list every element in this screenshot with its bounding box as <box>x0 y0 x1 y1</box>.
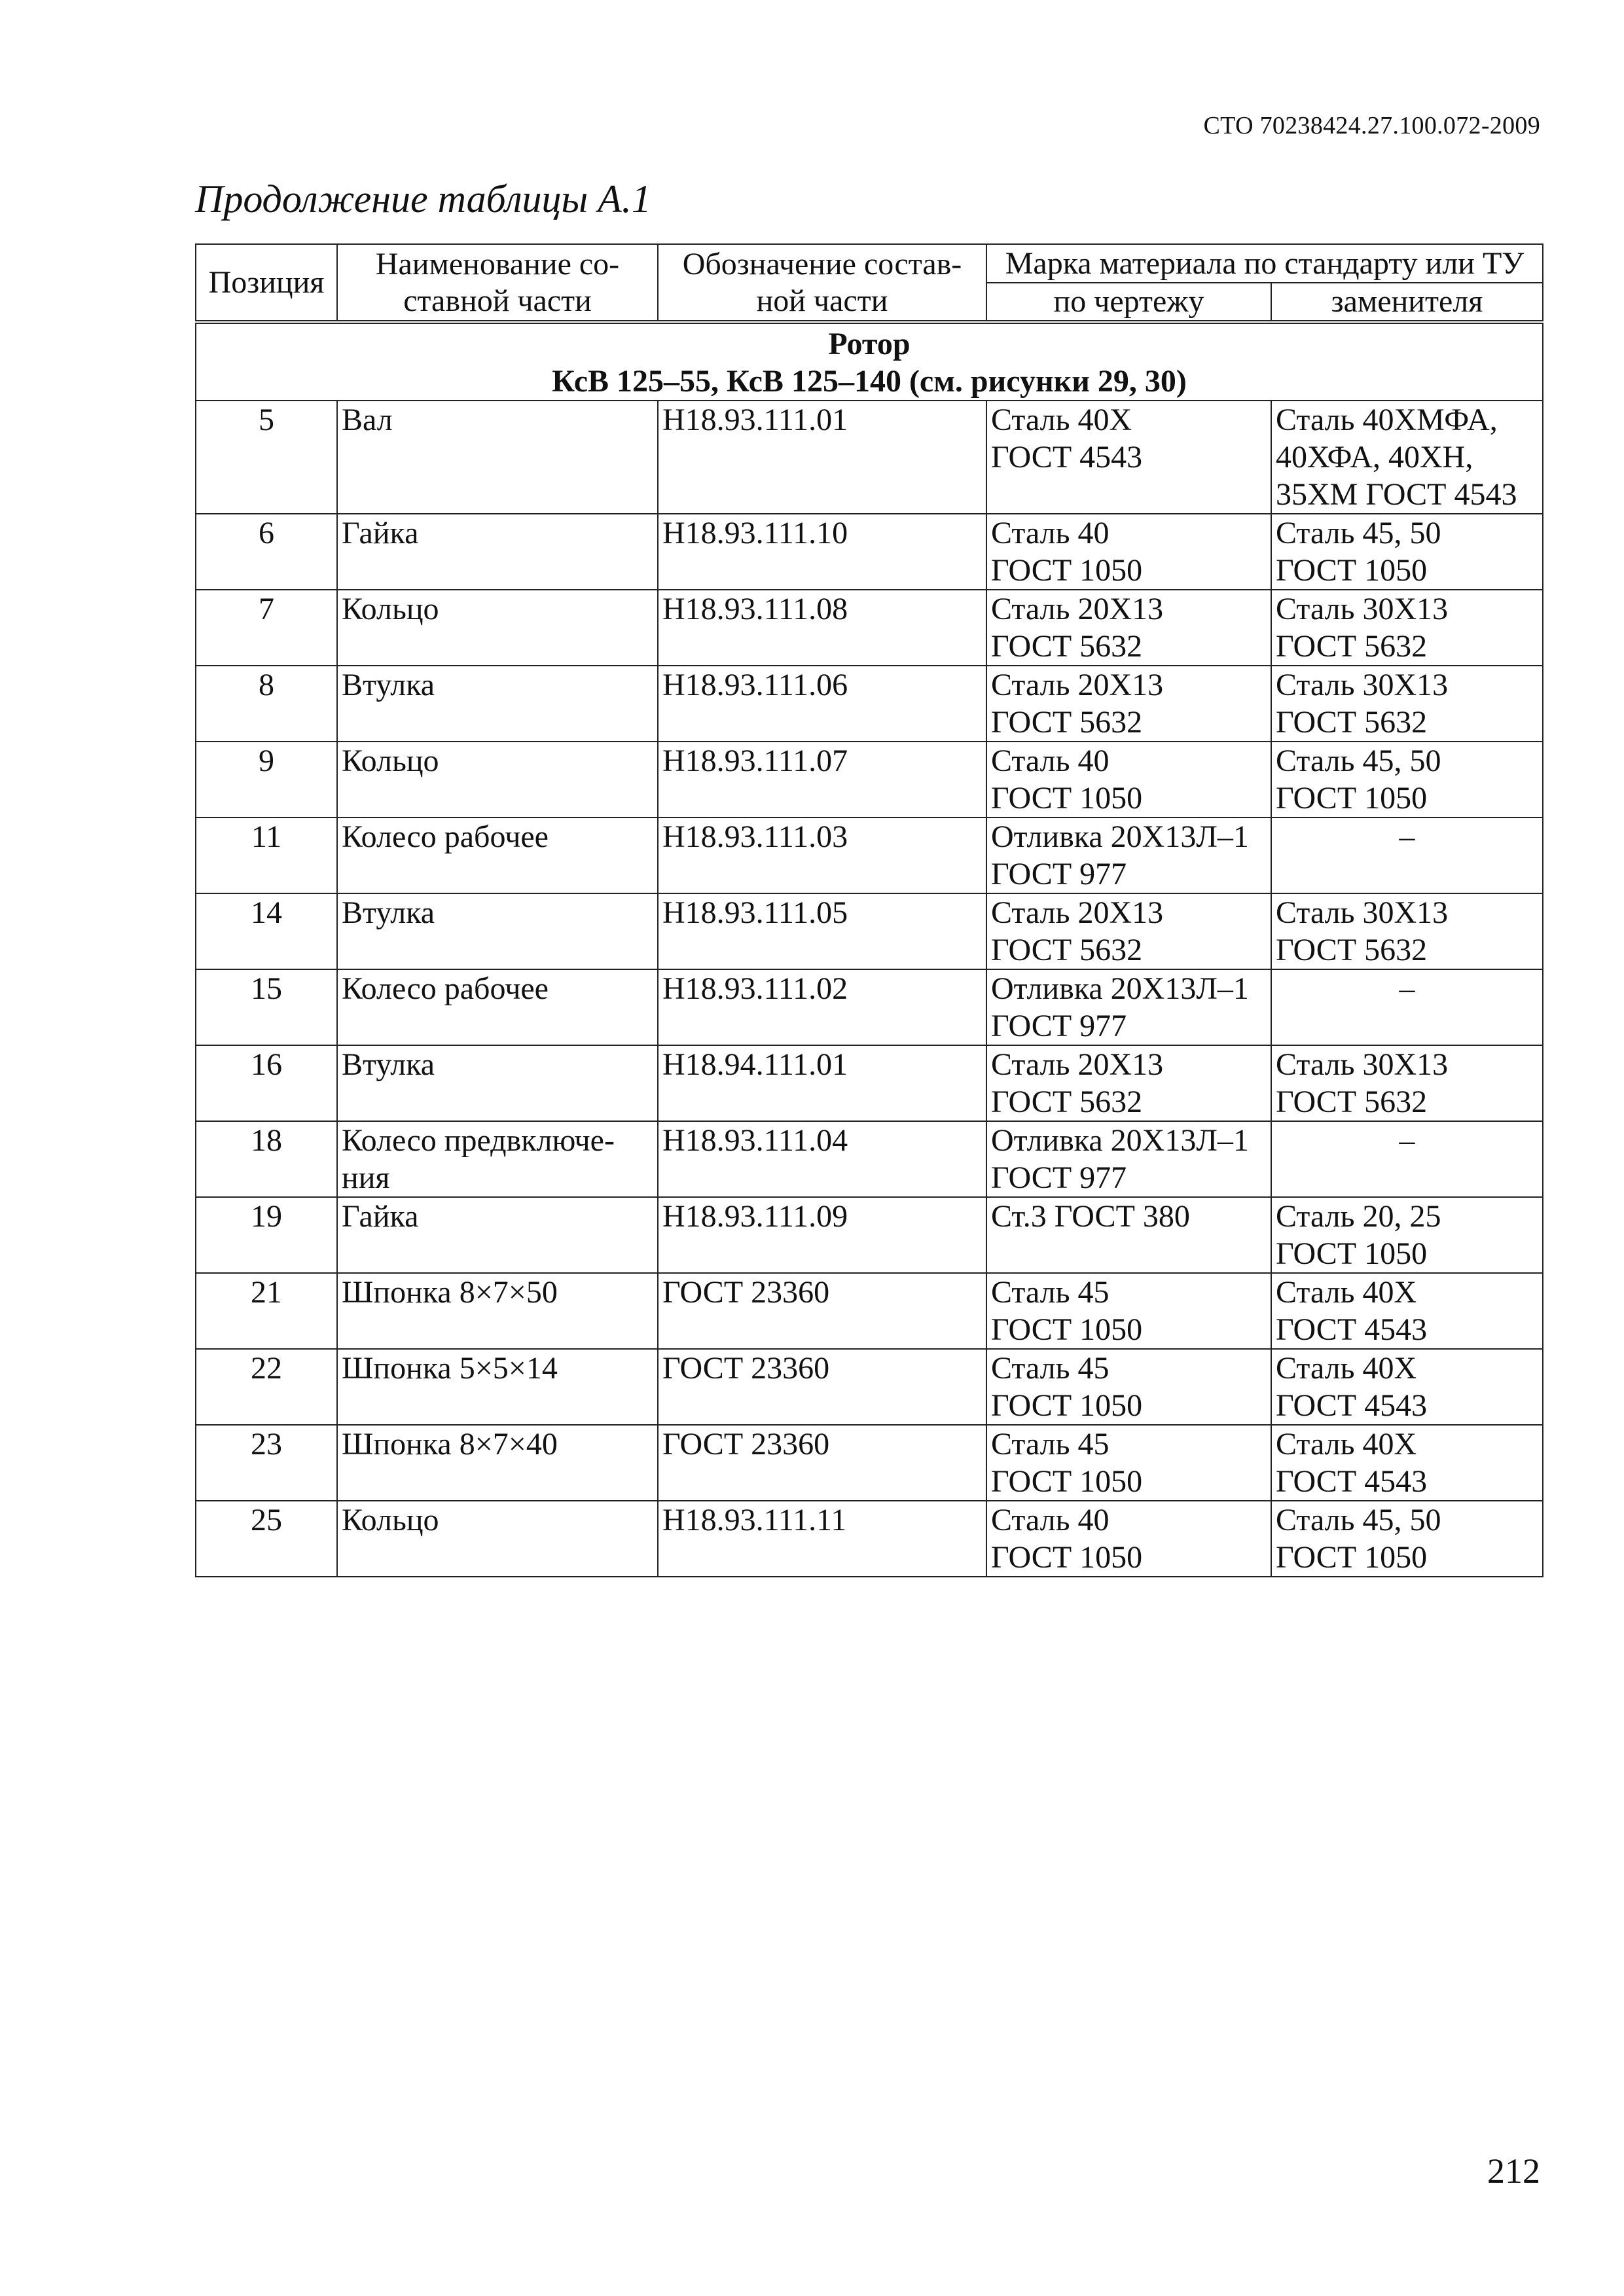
cell-name <box>337 1197 658 1273</box>
cell-material-line: ГОСТ 1050 <box>991 1388 1143 1423</box>
cell-name-line: ния <box>342 1160 390 1195</box>
cell-material-line: ГОСТ 1050 <box>991 1312 1143 1347</box>
cell-designation: Н18.93.111.05 <box>658 893 986 969</box>
cell-substitute-line: Сталь 45, 50 <box>1276 516 1441 550</box>
group-title: Ротор <box>828 327 911 361</box>
cell-substitute <box>1271 401 1543 514</box>
cell-substitute <box>1271 590 1543 666</box>
cell-material-line: Сталь 40 <box>991 1503 1110 1537</box>
cell-name <box>337 401 658 514</box>
col-header-name-line-2: ставной части <box>403 283 592 318</box>
cell-substitute-line: Сталь 30Х13 <box>1276 592 1449 626</box>
cell-name <box>337 1501 658 1577</box>
cell-position: 15 <box>196 969 337 1045</box>
cell-material-line: Сталь 40 <box>991 744 1110 778</box>
cell-name-line: Колесо рабочее <box>342 819 549 854</box>
cell-material <box>986 1273 1271 1349</box>
cell-name-line: Втулка <box>342 895 435 930</box>
cell-position: 19 <box>196 1197 337 1273</box>
cell-substitute <box>1271 1121 1543 1197</box>
cell-substitute-line: ГОСТ 5632 <box>1276 1085 1428 1119</box>
cell-material-line: Сталь 20Х13 <box>991 592 1164 626</box>
cell-substitute-line: ГОСТ 5632 <box>1276 933 1428 967</box>
cell-designation: ГОСТ 23360 <box>658 1349 986 1425</box>
cell-material-line: ГОСТ 5632 <box>991 1085 1143 1119</box>
cell-material-line: ГОСТ 5632 <box>991 705 1143 740</box>
table-body <box>196 401 1543 1577</box>
cell-name <box>337 1045 658 1121</box>
cell-material-line: Сталь 45 <box>991 1351 1110 1386</box>
page-number: 212 <box>1487 2151 1540 2191</box>
cell-designation: Н18.94.111.01 <box>658 1045 986 1121</box>
group-subtitle: КсВ 125–55, КсВ 125–140 (см. рисунки 29, 30) <box>552 364 1187 399</box>
cell-material-line: Сталь 40Х <box>991 403 1132 437</box>
cell-substitute <box>1271 666 1543 742</box>
cell-material <box>986 1349 1271 1425</box>
table-row <box>196 514 1543 590</box>
cell-name-line: Гайка <box>342 1199 419 1234</box>
cell-position: 16 <box>196 1045 337 1121</box>
cell-position: 25 <box>196 1501 337 1577</box>
cell-name-line: Вал <box>342 403 393 437</box>
cell-material-line: ГОСТ 1050 <box>991 1540 1143 1575</box>
cell-material <box>986 590 1271 666</box>
cell-material <box>986 1501 1271 1577</box>
cell-name-line: Гайка <box>342 516 419 550</box>
cell-substitute-line: ГОСТ 1050 <box>1276 781 1428 816</box>
table-row <box>196 590 1543 666</box>
cell-position: 18 <box>196 1121 337 1197</box>
cell-name <box>337 1273 658 1349</box>
cell-material <box>986 1425 1271 1501</box>
cell-position: 5 <box>196 401 337 514</box>
cell-substitute-line: ГОСТ 4543 <box>1276 1464 1428 1499</box>
cell-material-line: Отливка 20Х13Л–1 <box>991 1123 1249 1158</box>
cell-substitute-line: Сталь 40Х <box>1276 1351 1417 1386</box>
table-header <box>196 244 1543 322</box>
cell-position: 23 <box>196 1425 337 1501</box>
cell-name <box>337 893 658 969</box>
cell-position: 11 <box>196 817 337 893</box>
cell-name-line: Колесо рабочее <box>342 971 549 1006</box>
col-header-position: Позиция <box>196 244 337 322</box>
cell-name <box>337 1425 658 1501</box>
cell-substitute-line: ГОСТ 1050 <box>1276 1236 1428 1271</box>
cell-name-line: Втулка <box>342 668 435 702</box>
cell-designation: Н18.93.111.04 <box>658 1121 986 1197</box>
cell-material-line: ГОСТ 1050 <box>991 781 1143 816</box>
cell-substitute-line: ГОСТ 5632 <box>1276 705 1428 740</box>
cell-material <box>986 1197 1271 1273</box>
table-row <box>196 1349 1543 1425</box>
cell-substitute <box>1271 514 1543 590</box>
cell-material-line: Сталь 45 <box>991 1427 1110 1462</box>
col-header-material-group: Марка материала по стандарту или ТУ <box>986 244 1543 283</box>
cell-material <box>986 817 1271 893</box>
col-header-designation-line-2: ной части <box>756 283 888 318</box>
table-row <box>196 1045 1543 1121</box>
group-header-cell <box>196 322 1543 401</box>
cell-designation: Н18.93.111.08 <box>658 590 986 666</box>
group-header-row <box>196 322 1543 401</box>
cell-material-line: ГОСТ 1050 <box>991 553 1143 588</box>
cell-name <box>337 666 658 742</box>
col-header-name <box>337 244 658 322</box>
cell-substitute-line: – <box>1399 819 1415 854</box>
cell-designation: ГОСТ 23360 <box>658 1425 986 1501</box>
cell-substitute-line: Сталь 30Х13 <box>1276 1047 1449 1082</box>
table-row <box>196 1197 1543 1273</box>
cell-designation: ГОСТ 23360 <box>658 1273 986 1349</box>
cell-material-line: ГОСТ 4543 <box>991 440 1143 475</box>
cell-substitute-line: Сталь 20, 25 <box>1276 1199 1441 1234</box>
cell-substitute-line: ГОСТ 4543 <box>1276 1312 1428 1347</box>
cell-substitute-line: Сталь 45, 50 <box>1276 744 1441 778</box>
cell-material-line: Сталь 20Х13 <box>991 668 1164 702</box>
cell-position: 21 <box>196 1273 337 1349</box>
cell-material-line: Сталь 45 <box>991 1275 1110 1310</box>
cell-substitute <box>1271 1197 1543 1273</box>
cell-material <box>986 1121 1271 1197</box>
cell-material-line: Сталь 40 <box>991 516 1110 550</box>
cell-designation: Н18.93.111.07 <box>658 742 986 817</box>
cell-substitute <box>1271 817 1543 893</box>
cell-substitute-line: ГОСТ 1050 <box>1276 553 1428 588</box>
cell-material <box>986 401 1271 514</box>
cell-position: 9 <box>196 742 337 817</box>
cell-name-line: Шпонка 8×7×50 <box>342 1275 558 1310</box>
table-row <box>196 401 1543 514</box>
cell-substitute <box>1271 969 1543 1045</box>
cell-substitute-line: Сталь 40ХМФА, <box>1276 403 1498 437</box>
cell-material-line: Сталь 20Х13 <box>991 895 1164 930</box>
table-row <box>196 817 1543 893</box>
cell-material-line: Отливка 20Х13Л–1 <box>991 819 1249 854</box>
table-caption: Продолжение таблицы А.1 <box>195 177 651 221</box>
cell-substitute-line: 35ХМ ГОСТ 4543 <box>1276 477 1517 512</box>
table-row <box>196 1273 1543 1349</box>
cell-material-line: ГОСТ 977 <box>991 1009 1127 1043</box>
cell-name-line: Шпонка 8×7×40 <box>342 1427 558 1462</box>
cell-material-line: ГОСТ 977 <box>991 1160 1127 1195</box>
table-row <box>196 666 1543 742</box>
cell-material-line: ГОСТ 977 <box>991 857 1127 891</box>
cell-substitute-line: Сталь 45, 50 <box>1276 1503 1441 1537</box>
cell-substitute <box>1271 1425 1543 1501</box>
cell-designation: Н18.93.111.03 <box>658 817 986 893</box>
cell-substitute-line: 40ХФА, 40ХН, <box>1276 440 1473 475</box>
cell-material-line: Ст.3 ГОСТ 380 <box>991 1199 1190 1234</box>
cell-substitute <box>1271 1349 1543 1425</box>
cell-substitute-line: ГОСТ 5632 <box>1276 629 1428 664</box>
cell-name-line: Кольцо <box>342 1503 439 1537</box>
cell-substitute-line: – <box>1399 971 1415 1006</box>
cell-substitute <box>1271 742 1543 817</box>
cell-material <box>986 893 1271 969</box>
cell-designation: Н18.93.111.11 <box>658 1501 986 1577</box>
cell-name <box>337 969 658 1045</box>
cell-name <box>337 742 658 817</box>
cell-material <box>986 969 1271 1045</box>
cell-substitute-line: Сталь 40Х <box>1276 1427 1417 1462</box>
table-row <box>196 893 1543 969</box>
cell-name <box>337 1121 658 1197</box>
cell-position: 7 <box>196 590 337 666</box>
cell-material-line: Отливка 20Х13Л–1 <box>991 971 1249 1006</box>
col-header-name-line-1: Наименование со- <box>375 246 620 281</box>
cell-name-line: Колесо предвключе- <box>342 1123 615 1158</box>
col-header-designation-line-1: Обозначение состав- <box>682 246 962 281</box>
document-code: СТО 70238424.27.100.072-2009 <box>1203 112 1540 139</box>
cell-substitute-line: Сталь 40Х <box>1276 1275 1417 1310</box>
cell-position: 6 <box>196 514 337 590</box>
cell-material-line: ГОСТ 5632 <box>991 629 1143 664</box>
col-header-by-drawing: по чертежу <box>986 283 1271 322</box>
table-row <box>196 1501 1543 1577</box>
cell-material <box>986 666 1271 742</box>
cell-name <box>337 817 658 893</box>
cell-substitute-line: Сталь 30Х13 <box>1276 895 1449 930</box>
cell-substitute-line: – <box>1399 1123 1415 1158</box>
table-row <box>196 969 1543 1045</box>
cell-material <box>986 514 1271 590</box>
parts-table <box>195 243 1543 1577</box>
cell-substitute <box>1271 1501 1543 1577</box>
cell-name <box>337 514 658 590</box>
cell-designation: Н18.93.111.02 <box>658 969 986 1045</box>
cell-material-line: ГОСТ 5632 <box>991 933 1143 967</box>
cell-substitute-line: Сталь 30Х13 <box>1276 668 1449 702</box>
cell-designation: Н18.93.111.10 <box>658 514 986 590</box>
col-header-designation <box>658 244 986 322</box>
cell-material-line: ГОСТ 1050 <box>991 1464 1143 1499</box>
cell-name <box>337 1349 658 1425</box>
cell-substitute <box>1271 1273 1543 1349</box>
cell-material-line: Сталь 20Х13 <box>991 1047 1164 1082</box>
cell-name-line: Шпонка 5×5×14 <box>342 1351 558 1386</box>
cell-material <box>986 1045 1271 1121</box>
cell-designation: Н18.93.111.06 <box>658 666 986 742</box>
cell-material <box>986 742 1271 817</box>
col-header-substitute: заменителя <box>1271 283 1543 322</box>
cell-position: 14 <box>196 893 337 969</box>
cell-designation: Н18.93.111.01 <box>658 401 986 514</box>
cell-substitute-line: ГОСТ 1050 <box>1276 1540 1428 1575</box>
table-row <box>196 1121 1543 1197</box>
cell-substitute-line: ГОСТ 4543 <box>1276 1388 1428 1423</box>
cell-substitute <box>1271 1045 1543 1121</box>
table-row <box>196 1425 1543 1501</box>
cell-name-line: Кольцо <box>342 592 439 626</box>
cell-position: 8 <box>196 666 337 742</box>
cell-name-line: Втулка <box>342 1047 435 1082</box>
cell-designation: Н18.93.111.09 <box>658 1197 986 1273</box>
cell-name <box>337 590 658 666</box>
cell-position: 22 <box>196 1349 337 1425</box>
cell-name-line: Кольцо <box>342 744 439 778</box>
cell-substitute <box>1271 893 1543 969</box>
table-row <box>196 742 1543 817</box>
